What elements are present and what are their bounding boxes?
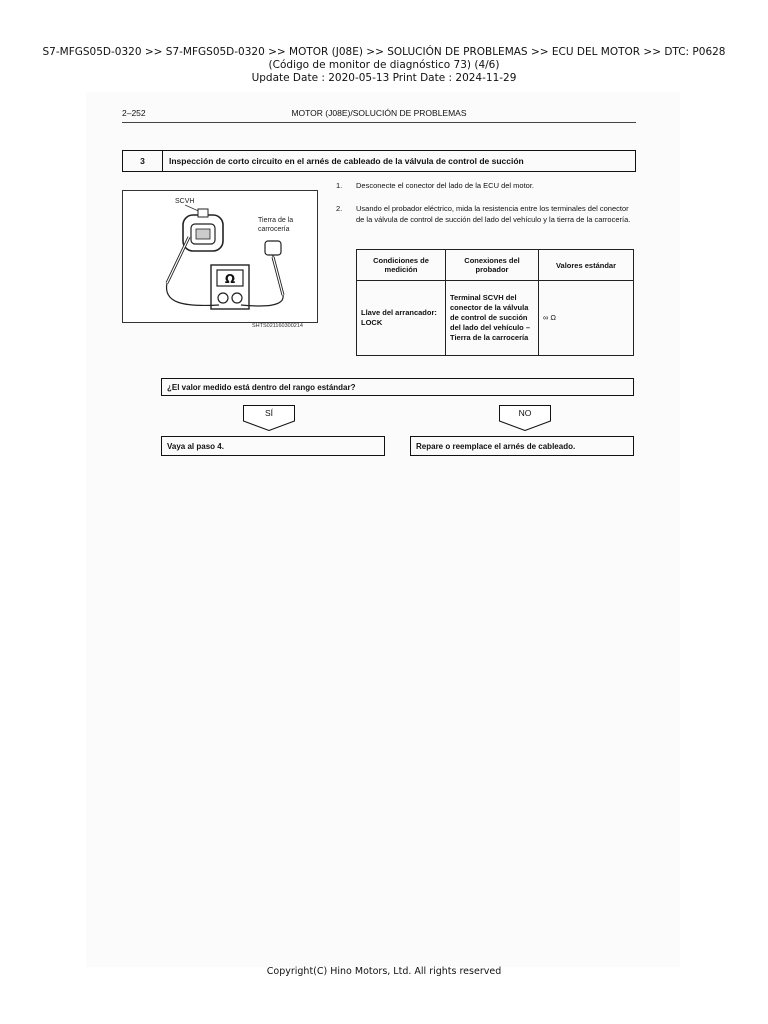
wiring-diagram-svg xyxy=(123,191,317,322)
table-header-row xyxy=(357,250,634,281)
scvh-label: SCVH xyxy=(175,198,195,205)
instruction-text: Desconecte el conector del lado de la ECU del motor. xyxy=(356,181,535,190)
document-header xyxy=(30,46,738,85)
col-header-conditions: Condiciones de medición xyxy=(357,250,446,281)
step-header xyxy=(122,150,636,172)
probe-left-icon xyxy=(167,237,189,283)
figure-code: SHTS021160300214 xyxy=(252,323,303,329)
yes-label: SÍ xyxy=(264,408,274,418)
page-number: 2–252 xyxy=(122,108,146,118)
yes-arrow xyxy=(243,405,295,431)
no-arrow xyxy=(499,405,551,431)
ohm-symbol: Ω xyxy=(224,272,236,286)
yes-action-box: Vaya al paso 4. xyxy=(161,436,385,456)
ground-label-line2: carrocería xyxy=(258,226,290,233)
no-action-box: Repare o reemplace el arnés de cableado. xyxy=(410,436,634,456)
step-title: Inspección de corto circuito en el arnés de cableado de la válvula de control de succión xyxy=(169,156,524,166)
col-header-standard-values: Valores estándar xyxy=(539,250,634,281)
cell-standard-value: ∞ Ω xyxy=(539,281,634,356)
col-header-connections: Conexiones del probador xyxy=(446,250,539,281)
wiring-diagram xyxy=(122,190,318,323)
table-row xyxy=(357,281,634,356)
instruction-number: 1. xyxy=(336,181,343,190)
copyright-footer: Copyright(C) Hino Motors, Ltd. All rights reserved xyxy=(266,966,502,977)
probe-right-icon xyxy=(273,257,283,295)
step-number: 3 xyxy=(123,151,163,171)
section-title: MOTOR (J08E)/SOLUCIÓN DE PROBLEMAS xyxy=(291,108,467,118)
running-header xyxy=(122,108,636,123)
decision-question: ¿El valor medido está dentro del rango estándar? xyxy=(161,378,634,396)
document-dates: Update Date : 2020-05-13 Print Date : 2024-11-29 xyxy=(251,72,517,84)
breadcrumb: S7-MFGS05D-0320 >> S7-MFGS05D-0320 >> MOTOR (J08E) >> SOLUCIÓN DE PROBLEMAS >> ECU DEL MOTOR >> DTC: P0628 (Código de monitor de diagnóstico 73) (4/6) xyxy=(42,46,726,71)
standard-values-table xyxy=(356,249,634,356)
cell-condition: Llave del arrancador: LOCK xyxy=(357,281,446,356)
multimeter-icon xyxy=(211,265,249,309)
instruction-text: Usando el probador eléctrico, mida la resistencia entre los terminales del conector de la válvula de control de succión del lado del vehículo y la tierra de la carrocería. xyxy=(356,204,631,224)
instruction-number: 2. xyxy=(336,204,343,213)
no-label: NO xyxy=(518,408,532,418)
connector-icon xyxy=(183,209,223,251)
cell-connection: Terminal SCVH del conector de la válvula de control de succión del lado del vehículo – Tierra de la carrocería xyxy=(446,281,539,356)
ground-label-line1: Tierra de la xyxy=(258,217,294,224)
